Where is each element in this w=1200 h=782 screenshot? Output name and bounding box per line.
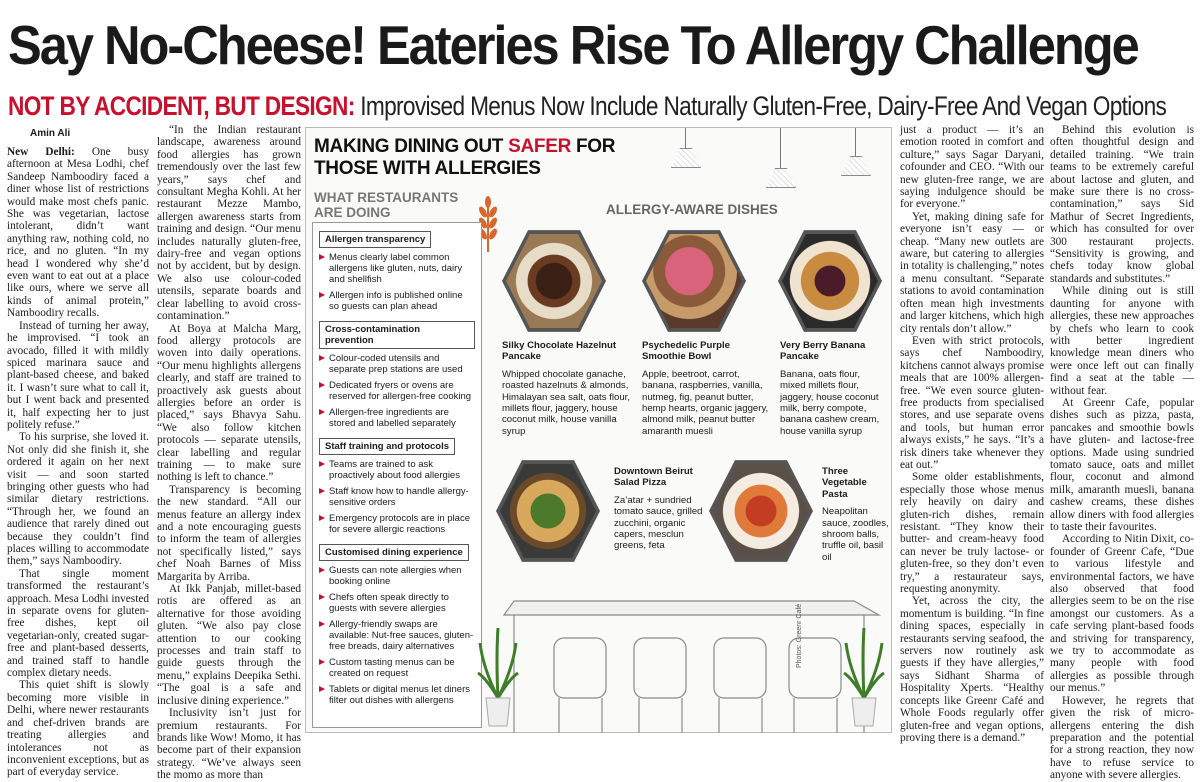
paragraph: “In the Indian restaurant landscape, awareness around food allergies has grown tremendously over the last few years,” says chef and consultant Megha Kohli. At her restaurant Mezze Mambo, allergen awareness starts from training and design. “Our menu includes naturally gluten-free, dairy-free and vegan options not by accident, but by design. We also use colour-coded utensils, separate boards and clear labelling to avoid cross-contamination.” [157, 124, 301, 323]
paragraph: One busy afternoon at Mesa Lodhi, chef Sandeep Namboodiry faced a diner whose list of restrictions would make most chefs panic. She was vegetarian, lactose intolerant, didn’t want anything raw, nothing cold, no rice, and no gluten. “In my head I wondered why she’d even want to eat out at a place like ours, where we serve all kinds of animal protein,” Namboodiry recalls. [7, 146, 149, 320]
list-item: Custom tasting menus can be created on request [319, 657, 475, 679]
section-cross-contamination [319, 317, 475, 429]
dish-card [822, 466, 890, 563]
paragraph: That single moment transformed the restaurant’s approach. Mesa Lodhi invested in separate ovens for gluten-free dishes, kept oil vegetarian-only, created sugar-free and plant-based desserts, and trained staff to handle complex dietary needs. [7, 567, 149, 680]
paragraph: Inclusivity isn’t just for premium restaurants. For brands like Wow! Momo, it has become part of their expansion strategy. “We’ve always seen the momo as more than [157, 707, 301, 782]
section-heading: Customised dining experience [319, 544, 469, 561]
dish-photo-chocolate-pancake [502, 228, 606, 334]
dish-description: Whipped chocolate ganache, roasted hazelnuts & almonds, Himalayan sea salt, oats flour, millets flour, jaggery, house coconut milk, house vanilla syrup [502, 368, 630, 437]
dish-card [502, 340, 637, 437]
dining-table-illustration [484, 583, 892, 733]
dish-photo-salad-pizza [496, 458, 600, 564]
paragraph: At Ikk Panjab, millet-based rotis are offered as an alternative for those avoiding gluten. “We also pay close attention to our cooking processes and train staff to guide guests through the menu,” explains Deepika Sethi. “The goal is a safe and inclusive dining experience.” [157, 583, 301, 707]
section-heading: Allergen transparency [319, 231, 431, 248]
dish-name: Psychedelic Purple Smoothie Bowl [642, 340, 730, 363]
subhead-deck: Improvised Menus Now Include Naturally Gluten-Free, Dairy-Free And Vegan Options [360, 91, 1167, 121]
article-column-1 [7, 146, 149, 779]
dish-card [614, 466, 706, 552]
headline: Say No-Cheese! Eateries Rise To Allergy Challenge [8, 14, 1138, 76]
paragraph: Some older establishments, especially those whose menus rely heavily on dairy and gluten-rich dishes, remain resistant. “They know their butter- and cream-heavy food can never be truly lactose- or gluten-free, so they don’t even try,” a restaurateur says, requesting anonymity. [900, 471, 1044, 596]
list-item: Staff know how to handle allergy-sensitive orders [319, 486, 475, 508]
paragraph: Yet, making dining safe for everyone isn’t easy — or cheap. “Many new outlets are aware, but catering to allergies in totality is challenging,” notes a menu consultant. “Separate stations to avoid contamination often mean high investments and larger kitchens, which high city rentals don’t allow.” [900, 210, 1045, 335]
section-customised-dining [319, 540, 475, 706]
dish-card [642, 340, 772, 437]
paragraph: Yet, across the city, the momentum is building. “In fine dining spaces, especially in restaurants serving seafood, the servers now routinely ask guests if they have allergies,” says Sidhant Sharma of Hospitality Xperts. “Healthy concepts like Greenr Café and Whole Foods regularly offer gluten-free and vegan options, proving there is a demand.” [900, 595, 1044, 744]
list-item: Allergy-friendly swaps are available: Nut-free sauces, gluten-free breads, dairy alternatives [319, 619, 475, 652]
potted-plant-icon [844, 618, 884, 728]
dish-card [780, 340, 888, 437]
dish-name: Three Vegetable Pasta [822, 466, 867, 500]
dish-photo-smoothie-bowl [642, 228, 746, 334]
paragraph: According to Nitin Dixit, co-founder of Greenr Cafe, “Due to various lifestyle and environmental factors, we have also observed that food allergies seem to be on the rise amongst our customers. As a cafe serving plant-based foods and striving for transparency, we try to accommodate as many people with food allergies as possible through our menus.” [1050, 533, 1194, 695]
dish-description: Apple, beetroot, carrot, banana, raspberries, vanilla, nutmeg, fig, peanut butter, hemp hearts, organic jaggery, almond milk, peanut butter amaranth muesli [642, 368, 769, 437]
article-column-2 [157, 124, 301, 782]
paragraph: While dining out is still daunting for anyone with allergies, these new approaches by chefs who learn to cook with better ingredient knowledge mean diners who were once left out can finally find a seat at the table — without fear. [1050, 285, 1194, 397]
list-item: Tablets or digital menus let diners filter out dishes with allergens [319, 684, 475, 706]
dish-description: Banana, oats flour, mixed millets flour, jaggery, house coconut milk, berry compote, banana cashew cream, house vanilla syrup [780, 368, 880, 437]
infographic [305, 127, 892, 733]
paragraph: Behind this evolution is often thoughtful design and detailed training. “We train teams to be extremely careful about lactose and gluten, and make sure there is no cross-contamination,” says Sid Mathur of Secret Ingredients, which has consulted for over 300 restaurant projects. “Sensitivity is growing, and chefs today know global standards and substitutes.” [1050, 124, 1194, 285]
paragraph: Instead of turning her away, he improvised. “I took an avocado, filled it with mildly spiced marinara sauce and plant-based cheese, and baked it. I wasn’t sure what to call it, but I went back and presented it, half expecting her to just politely refuse.” [7, 319, 149, 431]
list-item: Dedicated fryers or ovens are reserved for allergen-free cooking [319, 380, 475, 402]
photo-credit: Photos: Greenr Café [796, 603, 803, 668]
paragraph: This quiet shift is slowly becoming more visible in Delhi, where newer restaurants and chef-driven brands are treating allergies and intolerances not as inconvenient exceptions, but as part of everyday service. [7, 679, 149, 779]
list-item: Menus clearly label common allergens like gluten, nuts, dairy and shellfish [319, 252, 475, 285]
infographic-title: MAKING DINING OUT SAFER FOR THOSE WITH ALLERGIES [314, 136, 616, 179]
section-allergen-transparency [319, 227, 475, 312]
paragraph: To his surprise, she loved it. Not only did she finish it, she ordered it again on her next visit — and soon started bringing other guests who had similar dietary restrictions. “Through her, we found an audience that rarely dined out because they couldn’t find places willing to accommodate them,” says Namboodiry. [7, 431, 149, 568]
dish-description: Za’atar + sundried tomato sauce, grilled zucchini, organic capers, mesclun greens, feta [614, 494, 703, 552]
list-item: Allergen-free ingredients are stored and labelled separately [319, 407, 475, 429]
infographic-side-title: WHAT RESTAURANTS ARE DOING [314, 190, 459, 220]
section-staff-training [319, 434, 475, 535]
list-item: Chefs often speak directly to guests with severe allergies [319, 592, 475, 614]
subheadline [8, 88, 1166, 124]
paragraph: Even with strict protocols, says chef Namboodiry, kitchens cannot always promise meals that are 100% allergen-free. “We even source gluten-free products from specialised stores, and use separate ovens and tools, but human error always exists,” he says. “It’s a risk diners take whenever they eat out.” [900, 334, 1044, 471]
paragraph: just a product — it’s an emotion rooted in comfort and culture,” says Sagar Daryani, cofounder and CEO. “With our new gluten-free range, we are saying indulgence should be for everyone.” [900, 124, 1044, 211]
article-column-4 [1050, 124, 1194, 782]
dish-name: Downtown Beirut Salad Pizza [614, 466, 693, 489]
article-column-3 [900, 124, 1045, 744]
dish-name: Silky Chocolate Hazelnut Pancake [502, 340, 617, 363]
dish-photo-berry-pancake [778, 228, 882, 334]
paragraph: However, he regrets that given the risk of micro-allergens entering the dish preparation and the potential for a strong reaction, they now have to refuse service to anyone with severe allergies. [1050, 694, 1194, 782]
paragraph: At Boya at Malcha Marg, food allergy protocols are woven into daily operations. “Our menu highlights allergens clearly, and staff are trained to proactively ask guests about allergies before an order is placed,” says Bhavya Sahu. “We also follow kitchen protocols — separate utensils, clear labelling and regular training — to make sure nothing is left to chance.” [157, 322, 301, 484]
list-item: Emergency protocols are in place for severe allergic reactions [319, 513, 475, 535]
paragraph: Transparency is becoming the new standard. “All our menus feature an allergy index and a note encouraging guests to inform the team of allergies not specifically listed,” says chef Noah Barnes of Miss Margarita by Arriba. [157, 483, 301, 583]
dish-name: Very Berry Banana Pancake [780, 340, 866, 363]
dish-photo-vegetable-pasta [709, 458, 813, 564]
list-item: Colour-coded utensils and separate prep stations are used [319, 353, 475, 375]
section-heading: Staff training and protocols [319, 438, 455, 455]
what-restaurants-panel [312, 222, 482, 728]
subhead-kicker: NOT BY ACCIDENT, BUT DESIGN: [8, 91, 355, 121]
potted-plant-icon [478, 618, 518, 728]
dateline: New Delhi: [7, 146, 75, 158]
dish-description: Neapolitan sauce, zoodles, shroom balls, truffle oil, basil oil [822, 506, 889, 563]
list-item: Teams are trained to ask proactively about food allergies [319, 459, 475, 481]
list-item: Guests can note allergies when booking online [319, 565, 475, 587]
section-heading: Cross-contamination prevention [319, 321, 475, 349]
byline: Amin Ali [30, 128, 71, 139]
list-item: Allergen info is published online so guests can plan ahead [319, 290, 475, 312]
dishes-heading: ALLERGY-AWARE DISHES [606, 202, 778, 217]
paragraph: At Greenr Cafe, popular dishes such as pizza, pasta, pancakes and smoothie bowls have gluten- and lactose-free options. Made using sundried tomato sauce, oats and millet flour, coconut and almond milk, amaranth muesli, banana cashew creams, these dishes allow diners with food allergies to taste their favourites. [1050, 396, 1194, 533]
